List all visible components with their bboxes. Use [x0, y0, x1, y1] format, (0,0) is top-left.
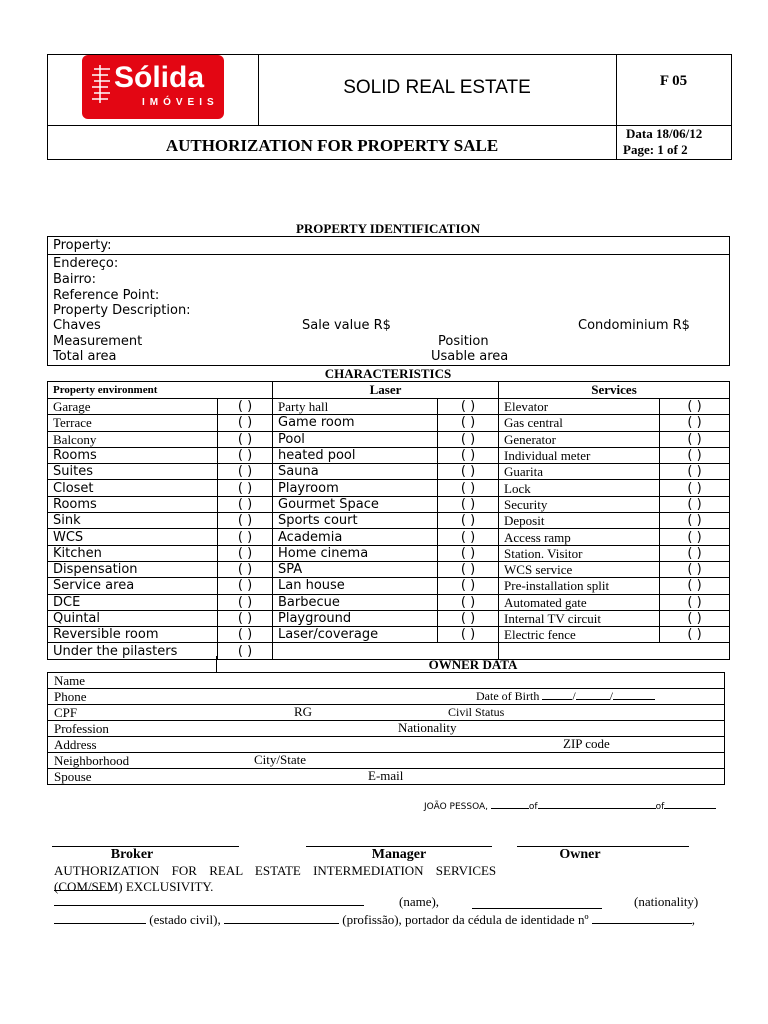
service-label: Guarita — [499, 464, 660, 480]
logo-wordmark: Sólida — [114, 61, 205, 94]
environment-checkbox[interactable]: ( ) — [218, 431, 273, 447]
owner-phone-label: Phone — [54, 688, 87, 704]
environment-checkbox[interactable]: ( ) — [218, 610, 273, 626]
environment-label: WCS — [48, 529, 218, 545]
environment-label: Terrace — [48, 415, 218, 431]
environment-label: Under the pilasters — [48, 643, 218, 659]
form-header — [47, 54, 732, 160]
environment-checkbox[interactable]: ( ) — [218, 464, 273, 480]
environment-checkbox[interactable]: ( ) — [218, 643, 273, 659]
environment-label: Sink — [48, 513, 218, 529]
laser-checkbox[interactable]: ( ) — [438, 529, 499, 545]
laser-checkbox[interactable]: ( ) — [438, 415, 499, 431]
owner-civil-status-label: Civil Status — [448, 705, 505, 719]
environment-label: Closet — [48, 480, 218, 496]
characteristics-row — [48, 431, 730, 447]
owner-cpf-row[interactable] — [48, 705, 725, 721]
environment-checkbox[interactable]: ( ) — [218, 545, 273, 561]
name-label: (name), — [399, 894, 440, 909]
condominium-label: Condominium R$ — [578, 318, 690, 333]
laser-label: SPA — [273, 561, 438, 577]
profession-text: (profissão), portador da cédula de identidade nº — [342, 912, 589, 927]
owner-cpf-label: CPF — [54, 704, 78, 720]
owner-address-row[interactable] — [48, 737, 725, 753]
laser-checkbox[interactable]: ( ) — [438, 627, 499, 643]
characteristics-table — [47, 381, 730, 660]
service-checkbox[interactable]: ( ) — [660, 578, 730, 594]
service-label: Generator — [499, 431, 660, 447]
laser-checkbox[interactable]: ( ) — [438, 578, 499, 594]
laser-checkbox[interactable]: ( ) — [438, 513, 499, 529]
form-date: Data 18/06/12 — [626, 126, 703, 141]
authorization-line-3[interactable] — [54, 894, 730, 910]
environment-checkbox[interactable]: ( ) — [218, 529, 273, 545]
manager-label: Manager — [371, 847, 427, 862]
authorization-line-4[interactable]: (estado civil), (profissão), portador da cédula de identidade nº , — [54, 912, 730, 928]
service-checkbox[interactable]: ( ) — [660, 610, 730, 626]
service-checkbox[interactable]: ( ) — [660, 627, 730, 643]
district-label: Bairro: — [53, 272, 97, 287]
characteristics-row — [48, 578, 730, 594]
form-title: AUTHORIZATION FOR PROPERTY SALE — [165, 136, 499, 155]
laser-label: Gourmet Space — [273, 496, 438, 512]
place-label: JOÃO PESSOA, — [424, 802, 489, 812]
col-header-services: Services — [499, 382, 730, 399]
characteristics-row — [48, 610, 730, 626]
measurement-label: Measurement — [53, 334, 143, 349]
service-checkbox[interactable]: ( ) — [660, 431, 730, 447]
service-checkbox[interactable]: ( ) — [660, 561, 730, 577]
owner-rg-label: RG — [294, 704, 313, 719]
service-label: Lock — [499, 480, 660, 496]
environment-checkbox[interactable]: ( ) — [218, 513, 273, 529]
owner-label: Owner — [559, 847, 601, 862]
divider — [216, 656, 217, 672]
environment-label: Rooms — [48, 496, 218, 512]
characteristics-row — [48, 561, 730, 577]
service-label: Deposit — [499, 513, 660, 529]
owner-dob-label: Date of Birth / / — [476, 689, 655, 703]
description-label: Property Description: — [53, 303, 191, 318]
service-checkbox[interactable]: ( ) — [660, 447, 730, 463]
place-date-line[interactable] — [424, 802, 716, 812]
environment-checkbox[interactable]: ( ) — [218, 578, 273, 594]
environment-checkbox[interactable]: ( ) — [218, 399, 273, 415]
laser-checkbox[interactable]: ( ) — [438, 480, 499, 496]
environment-label: Kitchen — [48, 545, 218, 561]
laser-label: Playroom — [273, 480, 438, 496]
characteristics-row — [48, 415, 730, 431]
environment-label: DCE — [48, 594, 218, 610]
service-label: Electric fence — [499, 627, 660, 643]
laser-label: Academia — [273, 529, 438, 545]
service-label: Gas central — [499, 415, 660, 431]
environment-checkbox[interactable]: ( ) — [218, 627, 273, 643]
environment-checkbox[interactable]: ( ) — [218, 415, 273, 431]
environment-checkbox[interactable]: ( ) — [218, 594, 273, 610]
laser-checkbox[interactable]: ( ) — [438, 399, 499, 415]
service-label: Access ramp — [499, 529, 660, 545]
laser-label: heated pool — [273, 447, 438, 463]
service-checkbox[interactable]: ( ) — [660, 399, 730, 415]
environment-checkbox[interactable]: ( ) — [218, 561, 273, 577]
laser-label: Lan house — [273, 578, 438, 594]
form-code-cell — [616, 55, 731, 125]
laser-label: Game room — [273, 415, 438, 431]
section-title-characteristics: CHARACTERISTICS — [324, 366, 452, 381]
service-label: Security — [499, 496, 660, 512]
laser-label: Laser/coverage — [273, 627, 438, 643]
owner-neighborhood-row[interactable] — [48, 753, 725, 769]
authorization-line-2: (COM/SEM) EXCLUSIVITY. — [54, 879, 214, 894]
service-label: Pre-installation split — [499, 578, 660, 594]
owner-address-label: Address — [54, 736, 97, 752]
service-checkbox[interactable]: ( ) — [660, 513, 730, 529]
characteristics-row — [48, 464, 730, 480]
laser-label: Party hall — [273, 399, 438, 415]
owner-email-label: E-mail — [368, 768, 404, 783]
laser-label: Barbecue — [273, 594, 438, 610]
characteristics-row — [48, 480, 730, 496]
nationality-label: (nationality) — [634, 894, 699, 909]
service-label: Station. Visitor — [499, 545, 660, 561]
laser-checkbox[interactable]: ( ) — [438, 545, 499, 561]
col-header-environment: Property environment — [48, 382, 273, 399]
usable-area-label: Usable area — [431, 349, 509, 364]
environment-label: Rooms — [48, 447, 218, 463]
property-row — [47, 236, 730, 255]
laser-checkbox[interactable]: ( ) — [438, 431, 499, 447]
civil-status-text: (estado civil), — [149, 912, 221, 927]
company-cell — [258, 55, 617, 125]
characteristics-row — [48, 627, 730, 643]
of-label-1: of — [528, 802, 538, 812]
characteristics-row — [48, 399, 730, 415]
logo-subtitle: IMÓVEIS — [142, 97, 219, 108]
owner-spouse-label: Spouse — [54, 768, 92, 784]
characteristics-row — [48, 529, 730, 545]
service-label: Individual meter — [499, 447, 660, 463]
characteristics-row — [48, 447, 730, 463]
environment-checkbox[interactable]: ( ) — [218, 480, 273, 496]
laser-label: Pool — [273, 431, 438, 447]
owner-profession-label: Profession — [54, 720, 109, 736]
service-checkbox[interactable]: ( ) — [660, 480, 730, 496]
environment-label: Balcony — [48, 431, 218, 447]
laser-label: Playground — [273, 610, 438, 626]
characteristics-row — [48, 594, 730, 610]
logo-cell — [48, 55, 259, 125]
form-code: F 05 — [659, 73, 688, 89]
laser-checkbox[interactable]: ( ) — [438, 496, 499, 512]
of-label-2: of — [655, 802, 665, 812]
form-title-cell — [48, 126, 617, 160]
address-label: Endereço: — [53, 256, 119, 271]
laser-checkbox[interactable]: ( ) — [438, 464, 499, 480]
total-area-label: Total area — [53, 349, 117, 364]
owner-name-row[interactable] — [48, 673, 725, 689]
owner-spouse-row[interactable] — [48, 769, 725, 785]
position-label: Position — [438, 334, 489, 349]
col-header-laser: Laser — [273, 382, 499, 399]
header-row2 — [48, 125, 731, 160]
environment-label: Dispensation — [48, 561, 218, 577]
environment-checkbox[interactable]: ( ) — [218, 447, 273, 463]
laser-checkbox[interactable]: ( ) — [438, 594, 499, 610]
laser-checkbox[interactable]: ( ) — [438, 561, 499, 577]
laser-label: Sports court — [273, 513, 438, 529]
service-checkbox[interactable]: ( ) — [660, 464, 730, 480]
form-page: Page: 1 of 2 — [623, 142, 688, 157]
section-title-owner: OWNER DATA — [428, 657, 518, 672]
environment-label: Suites — [48, 464, 218, 480]
service-label: Automated gate — [499, 594, 660, 610]
keys-label: Chaves — [53, 318, 101, 333]
property-label: Property: — [53, 238, 112, 253]
service-label: Internal TV circuit — [499, 610, 660, 626]
owner-nationality-label: Nationality — [398, 720, 457, 735]
laser-checkbox[interactable]: ( ) — [438, 447, 499, 463]
environment-label: Quintal — [48, 610, 218, 626]
owner-table — [47, 672, 725, 785]
characteristics-row — [48, 545, 730, 561]
owner-city-state-label: City/State — [254, 752, 306, 767]
owner-neighborhood-label: Neighborhood — [54, 752, 130, 768]
owner-profession-row[interactable] — [48, 721, 725, 737]
laser-checkbox[interactable]: ( ) — [438, 610, 499, 626]
laser-label: Home cinema — [273, 545, 438, 561]
owner-zip-label: ZIP code — [563, 736, 610, 751]
service-checkbox[interactable]: ( ) — [660, 545, 730, 561]
service-label: WCS service — [499, 561, 660, 577]
service-label: Elevator — [499, 399, 660, 415]
environment-checkbox[interactable]: ( ) — [218, 496, 273, 512]
service-checkbox[interactable]: ( ) — [660, 594, 730, 610]
broker-label: Broker — [110, 847, 154, 862]
service-checkbox[interactable]: ( ) — [660, 529, 730, 545]
property-details-box — [47, 254, 730, 366]
environment-label: Garage — [48, 399, 218, 415]
characteristics-row — [48, 513, 730, 529]
reference-label: Reference Point: — [53, 288, 160, 303]
authorization-line-1: AUTHORIZATION FOR REAL ESTATE INTERMEDIATION SERVICES — [54, 863, 554, 895]
characteristics-row — [48, 496, 730, 512]
environment-label: Reversible room — [48, 627, 218, 643]
owner-name-label: Name — [54, 672, 86, 688]
owner-phone-row[interactable] — [48, 689, 725, 705]
environment-label: Service area — [48, 578, 218, 594]
sale-value-label: Sale value R$ — [302, 318, 391, 333]
service-checkbox[interactable]: ( ) — [660, 496, 730, 512]
laser-label: Sauna — [273, 464, 438, 480]
company-logo — [82, 55, 224, 119]
company-name: SOLID REAL ESTATE — [343, 77, 531, 98]
service-checkbox[interactable]: ( ) — [660, 415, 730, 431]
section-title-identification: PROPERTY IDENTIFICATION — [295, 221, 481, 236]
